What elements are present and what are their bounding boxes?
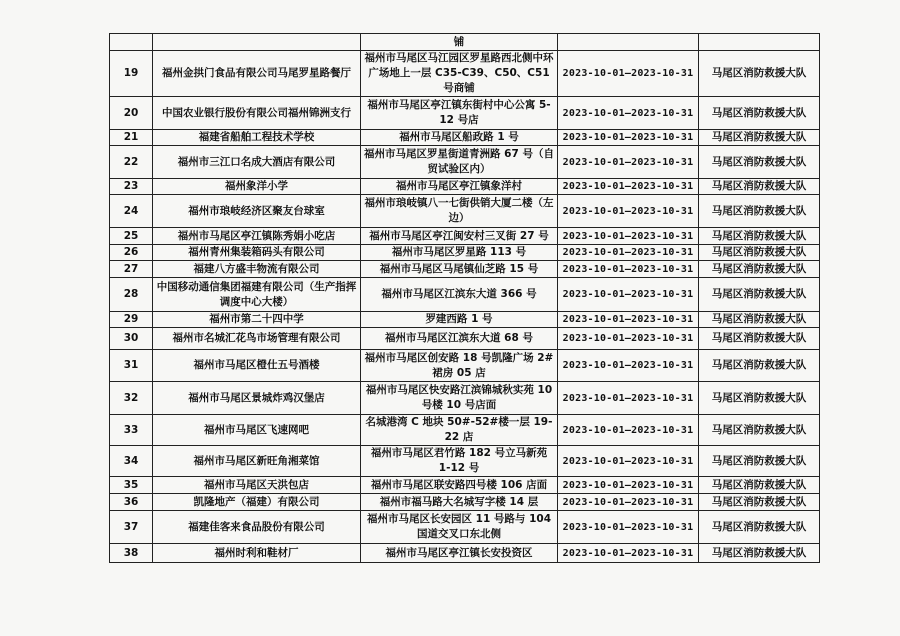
table-row: [110, 415, 820, 446]
cell-period: 2023-10-01—2023-10-31: [558, 328, 699, 350]
table-row: [110, 228, 820, 245]
table-row-continued: [110, 34, 820, 51]
cell-no: 29: [110, 312, 153, 328]
cell-address: 福州市福马路大名城写字楼 14 层: [361, 494, 558, 511]
cell-period: 2023-10-01—2023-10-31: [558, 511, 699, 544]
table-row: [110, 328, 820, 350]
cell-period: 2023-10-01—2023-10-31: [558, 97, 699, 130]
cell-no: 28: [110, 278, 153, 312]
cell-address: 福州市马尾区罗星路 113 号: [361, 245, 558, 261]
cell-name: 福州市三江口名成大酒店有限公司: [153, 146, 361, 179]
cell-dept: 马尾区消防救援大队: [699, 179, 820, 195]
cell-name: 福州市马尾区飞速网吧: [153, 415, 361, 446]
cell-period: 2023-10-01—2023-10-31: [558, 446, 699, 477]
cell-address: 福州市琅岐镇八一七街供销大厦二楼（左边）: [361, 195, 558, 228]
cell-dept: 马尾区消防救援大队: [699, 312, 820, 328]
cell-period: 2023-10-01—2023-10-31: [558, 278, 699, 312]
table-row: [110, 278, 820, 312]
table-row: [110, 195, 820, 228]
cell-period: 2023-10-01—2023-10-31: [558, 261, 699, 278]
cell-address: 福州市马尾区江滨东大道 68 号: [361, 328, 558, 350]
table-row: [110, 494, 820, 511]
cell-period: 2023-10-01—2023-10-31: [558, 130, 699, 146]
cell-name: 福州市马尾区天洪包店: [153, 477, 361, 494]
cell-no: 37: [110, 511, 153, 544]
table-row: [110, 51, 820, 97]
cell-dept: 马尾区消防救援大队: [699, 245, 820, 261]
cell-address: 福州市马尾区创安路 18 号凯隆广场 2# 裙房 05 店: [361, 350, 558, 382]
cell-period: 2023-10-01—2023-10-31: [558, 179, 699, 195]
cell-name: 福建佳客来食品股份有限公司: [153, 511, 361, 544]
cell-address: 福州市马尾区亭江镇东街村中心公寓 5-12 号店: [361, 97, 558, 130]
table-row: [110, 511, 820, 544]
cell-dept: 马尾区消防救援大队: [699, 51, 820, 97]
cell-dept: 马尾区消防救援大队: [699, 382, 820, 415]
cell-address: 福州市马尾区船政路 1 号: [361, 130, 558, 146]
cell-no: 26: [110, 245, 153, 261]
cell-name: 福州市第二十四中学: [153, 312, 361, 328]
cell-dept: 马尾区消防救援大队: [699, 511, 820, 544]
cell-no: 19: [110, 51, 153, 97]
cell-name: 福州市琅岐经济区聚友台球室: [153, 195, 361, 228]
cell-no: 36: [110, 494, 153, 511]
cell-address: 福州市马尾区罗星街道青洲路 67 号（自贸试验区内）: [361, 146, 558, 179]
cell-period: 2023-10-01—2023-10-31: [558, 415, 699, 446]
table-row: [110, 261, 820, 278]
cell-address: 福州市马尾区江滨东大道 366 号: [361, 278, 558, 312]
cell-dept: 马尾区消防救援大队: [699, 328, 820, 350]
cell-period: 2023-10-01—2023-10-31: [558, 51, 699, 97]
cell-name: 福州象洋小学: [153, 179, 361, 195]
table-row: [110, 97, 820, 130]
cell-dept: 马尾区消防救援大队: [699, 97, 820, 130]
table-row: [110, 245, 820, 261]
cell-name: 福州市马尾区橙仕五号酒楼: [153, 350, 361, 382]
table-row: [110, 477, 820, 494]
table-row: [110, 350, 820, 382]
cell-dept: [699, 34, 820, 51]
table-row: [110, 382, 820, 415]
table-row: [110, 179, 820, 195]
cell-no: 35: [110, 477, 153, 494]
cell-address: 福州市马尾区亭江闽安村三叉街 27 号: [361, 228, 558, 245]
cell-dept: 马尾区消防救援大队: [699, 261, 820, 278]
cell-name: 福州市名城汇花鸟市场管理有限公司: [153, 328, 361, 350]
cell-no: 30: [110, 328, 153, 350]
table-row: [110, 446, 820, 477]
table-row: [110, 146, 820, 179]
cell-no: [110, 34, 153, 51]
cell-name: 福州市马尾区新旺角湘菜馆: [153, 446, 361, 477]
cell-period: 2023-10-01—2023-10-31: [558, 544, 699, 563]
cell-address: 福州市马尾区马尾镇仙芝路 15 号: [361, 261, 558, 278]
cell-name: [153, 34, 361, 51]
cell-name: 福州青州集装箱码头有限公司: [153, 245, 361, 261]
cell-no: 31: [110, 350, 153, 382]
cell-dept: 马尾区消防救援大队: [699, 130, 820, 146]
cell-address: 福州市马尾区亭江镇长安投资区: [361, 544, 558, 563]
cell-no: 23: [110, 179, 153, 195]
cell-no: 33: [110, 415, 153, 446]
cell-no: 38: [110, 544, 153, 563]
cell-period: 2023-10-01—2023-10-31: [558, 195, 699, 228]
cell-period: 2023-10-01—2023-10-31: [558, 350, 699, 382]
cell-address: 福州市马尾区快安路江滨锦城秋实苑 10 号楼 10 号店面: [361, 382, 558, 415]
cell-no: 22: [110, 146, 153, 179]
cell-address: 福州市马尾区马江园区罗星路西北侧中环广场地上一层 C35-C39、C50、C51 号商铺: [361, 51, 558, 97]
cell-no: 27: [110, 261, 153, 278]
cell-address: 罗建西路 1 号: [361, 312, 558, 328]
cell-dept: 马尾区消防救援大队: [699, 494, 820, 511]
cell-name: 福州时利和鞋材厂: [153, 544, 361, 563]
cell-no: 20: [110, 97, 153, 130]
cell-period: 2023-10-01—2023-10-31: [558, 477, 699, 494]
cell-address: 福州市马尾区君竹路 182 号立马新苑 1-12 号: [361, 446, 558, 477]
table-row: [110, 130, 820, 146]
cell-name: 福州市马尾区景城炸鸡汉堡店: [153, 382, 361, 415]
cell-period: 2023-10-01—2023-10-31: [558, 382, 699, 415]
cell-dept: 马尾区消防救援大队: [699, 278, 820, 312]
cell-address: 福州市马尾区长安园区 11 号路与 104 国道交叉口东北侧: [361, 511, 558, 544]
inspection-list-table: [109, 33, 820, 563]
cell-period: 2023-10-01—2023-10-31: [558, 146, 699, 179]
cell-dept: 马尾区消防救援大队: [699, 544, 820, 563]
cell-name: 福建八方盛丰物流有限公司: [153, 261, 361, 278]
cell-name: 凯隆地产（福建）有限公司: [153, 494, 361, 511]
cell-period: [558, 34, 699, 51]
cell-period: 2023-10-01—2023-10-31: [558, 312, 699, 328]
cell-dept: 马尾区消防救援大队: [699, 446, 820, 477]
cell-dept: 马尾区消防救援大队: [699, 415, 820, 446]
table-row: [110, 312, 820, 328]
cell-no: 34: [110, 446, 153, 477]
cell-address: 名城港湾 C 地块 50#-52#楼一层 19-22 店: [361, 415, 558, 446]
cell-dept: 马尾区消防救援大队: [699, 228, 820, 245]
cell-address: 福州市马尾区联安路四号楼 106 店面: [361, 477, 558, 494]
cell-no: 24: [110, 195, 153, 228]
cell-address: 铺: [361, 34, 558, 51]
cell-period: 2023-10-01—2023-10-31: [558, 228, 699, 245]
cell-no: 32: [110, 382, 153, 415]
cell-name: 中国农业银行股份有限公司福州锦洲支行: [153, 97, 361, 130]
cell-no: 25: [110, 228, 153, 245]
cell-name: 福州金拱门食品有限公司马尾罗星路餐厅: [153, 51, 361, 97]
cell-name: 福建省船舶工程技术学校: [153, 130, 361, 146]
cell-no: 21: [110, 130, 153, 146]
cell-period: 2023-10-01—2023-10-31: [558, 245, 699, 261]
cell-period: 2023-10-01—2023-10-31: [558, 494, 699, 511]
cell-name: 中国移动通信集团福建有限公司（生产指挥调度中心大楼）: [153, 278, 361, 312]
cell-name: 福州市马尾区亭江镇陈秀娟小吃店: [153, 228, 361, 245]
cell-dept: 马尾区消防救援大队: [699, 146, 820, 179]
cell-dept: 马尾区消防救援大队: [699, 477, 820, 494]
cell-address: 福州市马尾区亭江镇象洋村: [361, 179, 558, 195]
cell-dept: 马尾区消防救援大队: [699, 350, 820, 382]
table-row: [110, 544, 820, 563]
cell-dept: 马尾区消防救援大队: [699, 195, 820, 228]
